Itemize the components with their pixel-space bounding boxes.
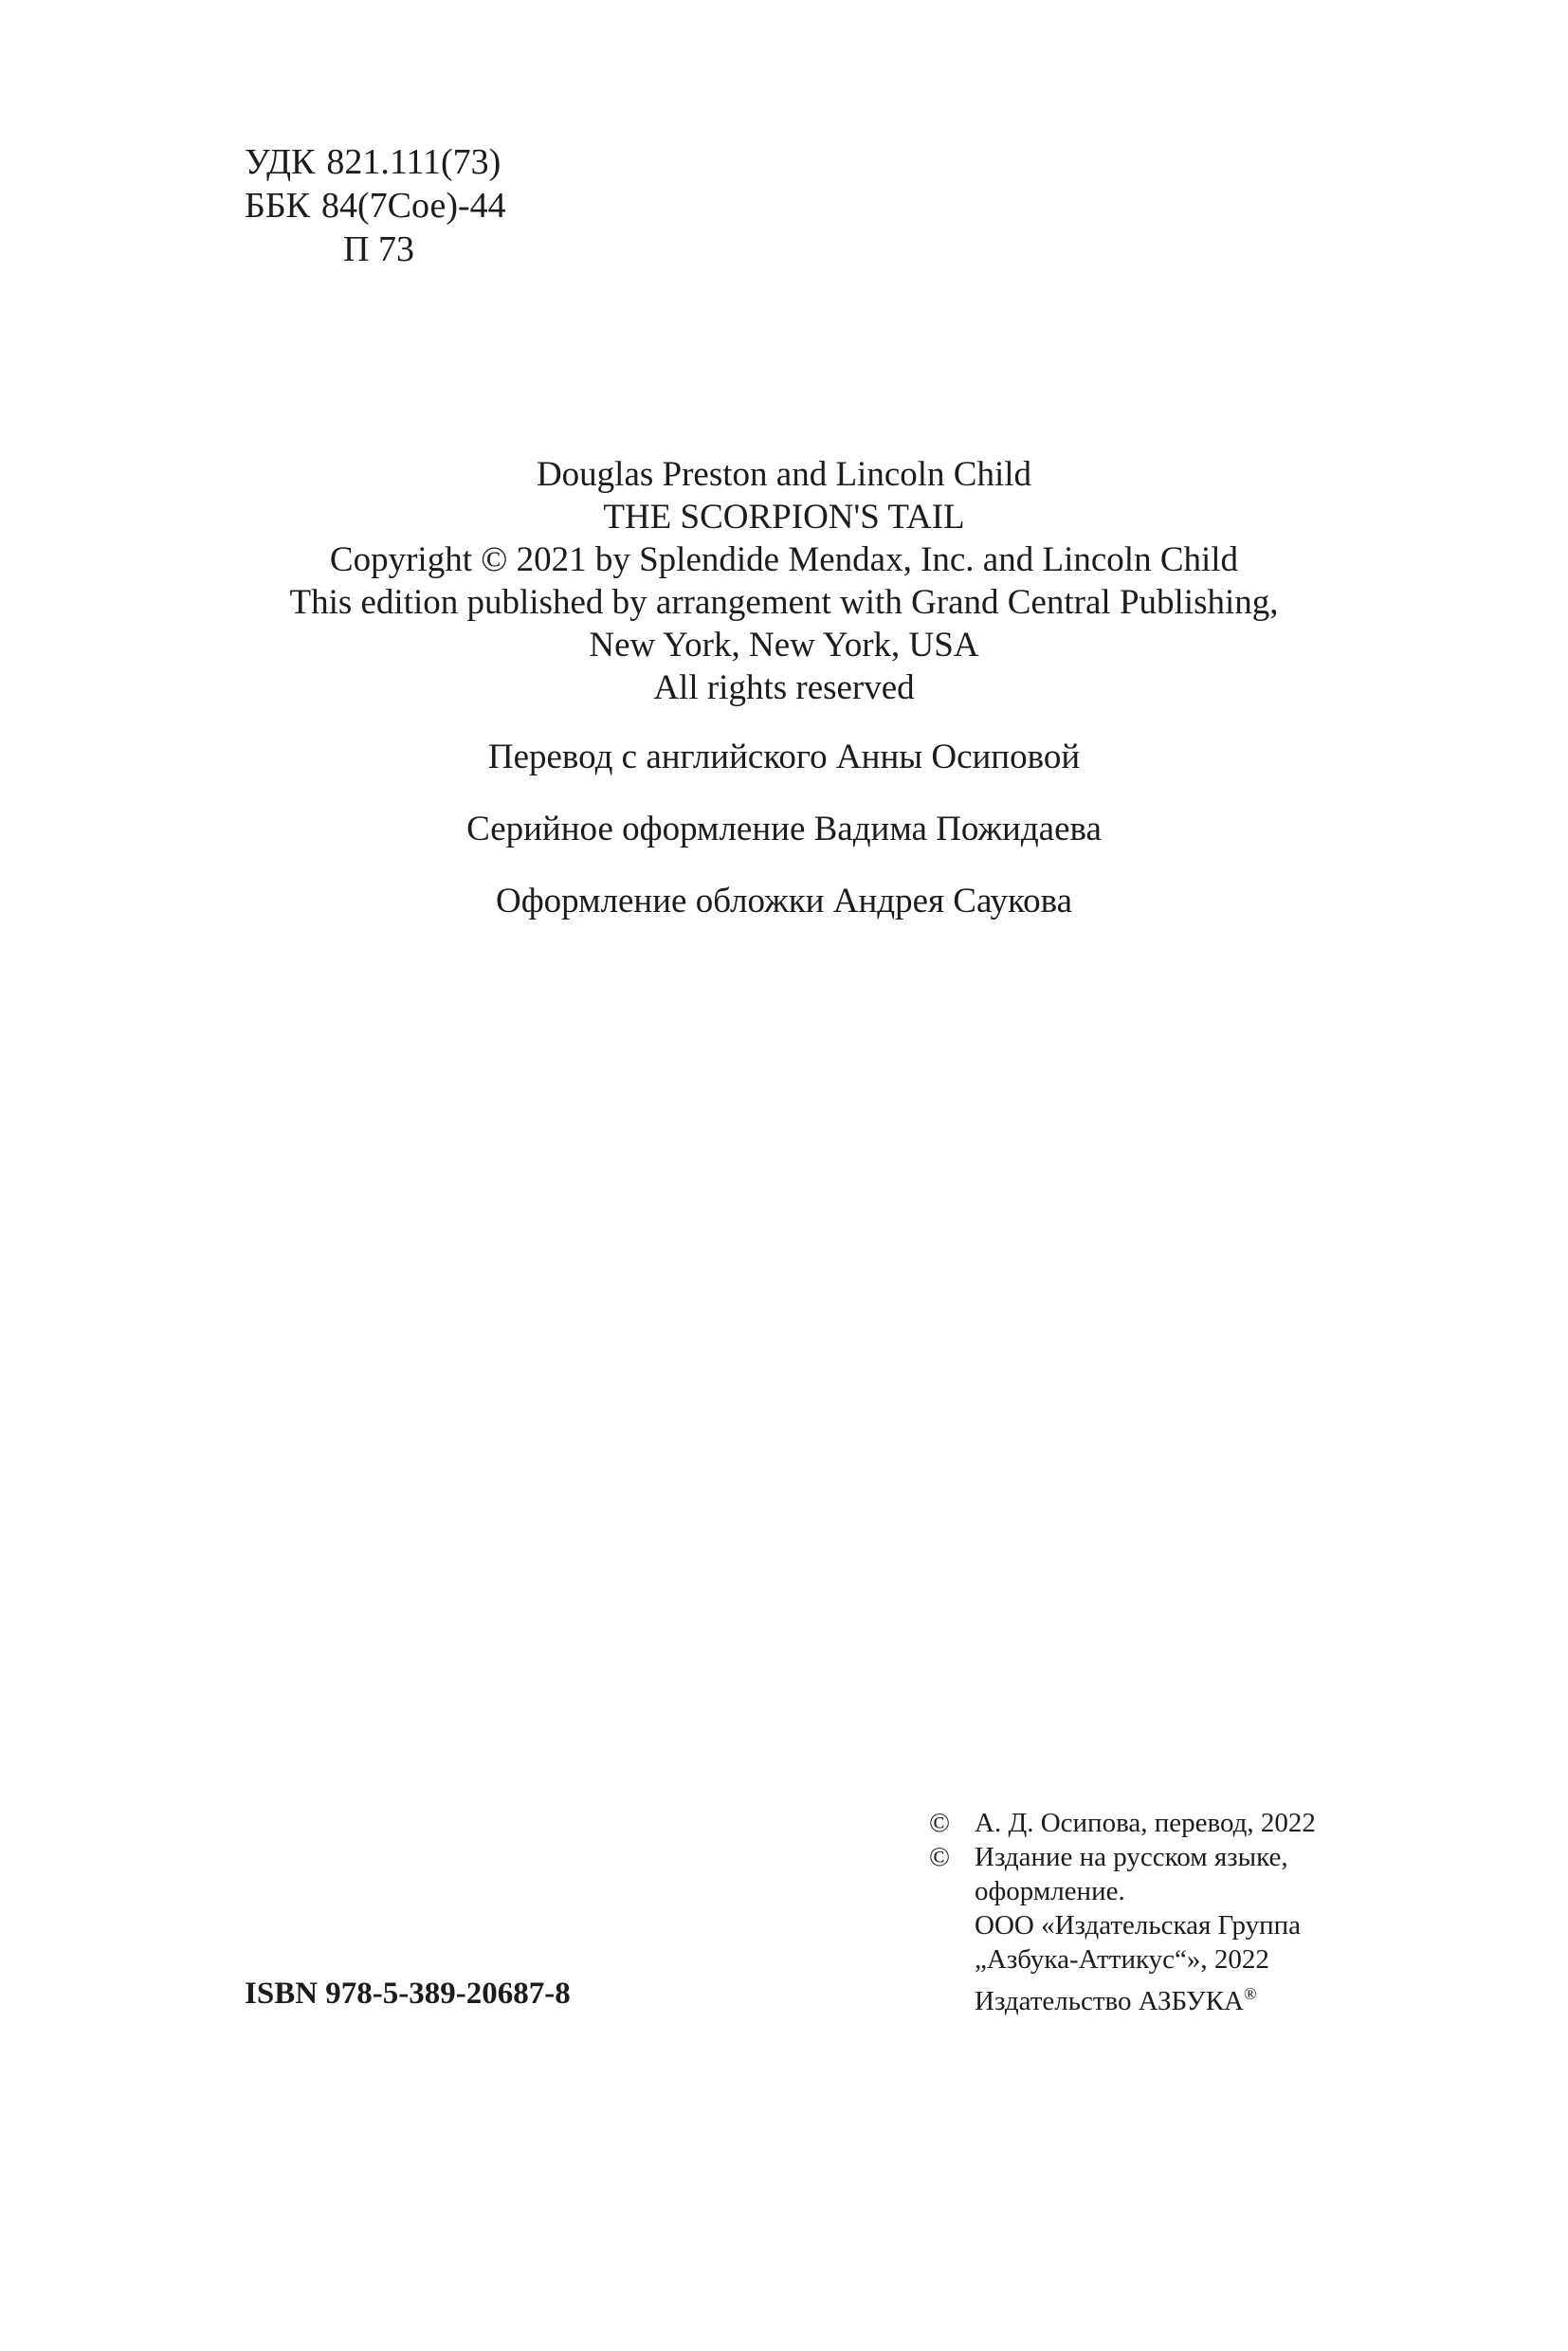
copyright-symbol: © bbox=[929, 1842, 951, 1872]
isbn: ISBN 978-5-389-20687-8 bbox=[245, 1977, 571, 2011]
author-mark: П 73 bbox=[343, 229, 414, 269]
arrangement-line: This edition published by arrangement with Grand Central Publishing, bbox=[289, 583, 1279, 622]
copyright-notices bbox=[929, 1806, 1316, 2018]
publisher-location: New York, New York, USA bbox=[589, 626, 979, 665]
udk-label: УДК bbox=[245, 142, 316, 182]
edition-line-publisher bbox=[975, 1977, 1316, 2018]
edition-line: ООО «Издательская Группа bbox=[975, 1910, 1302, 1941]
bbk-value: 84(7Сое)-44 bbox=[321, 186, 506, 226]
series-design-credit: Серийное оформление Вадима Пожидаева bbox=[466, 810, 1102, 848]
rights-reserved: All rights reserved bbox=[653, 668, 915, 707]
udk-row bbox=[245, 140, 506, 184]
credits-block bbox=[0, 736, 1568, 952]
udk-value: 821.111(73) bbox=[326, 142, 501, 182]
bbk-row bbox=[245, 184, 506, 228]
translation-notice bbox=[929, 1806, 1316, 1840]
edition-line: „Азбука-Аттикус“», 2022 bbox=[975, 1944, 1269, 1975]
translation-credit: Перевод с английского Анны Осиповой bbox=[487, 738, 1081, 776]
edition-line: оформление. bbox=[975, 1876, 1125, 1906]
publisher-name: Издательство АЗБУКА bbox=[975, 1986, 1244, 2016]
registered-mark: ® bbox=[1243, 1984, 1257, 2003]
edition-notice bbox=[929, 1840, 1316, 2018]
edition-line: Издание на русском языке, bbox=[975, 1842, 1288, 1872]
original-authors: Douglas Preston and Lincoln Child bbox=[536, 455, 1032, 494]
cover-design-credit: Оформление обложки Андрея Саукова bbox=[495, 882, 1072, 920]
copyright-symbol: © bbox=[929, 1808, 951, 1838]
classification-codes bbox=[245, 140, 506, 271]
translation-notice-text: А. Д. Осипова, перевод, 2022 bbox=[975, 1808, 1316, 1838]
original-edition-block bbox=[0, 453, 1568, 709]
original-copyright: Copyright © 2021 by Splendide Mendax, Inc. and Lincoln Child bbox=[329, 540, 1239, 579]
bbk-label: ББК bbox=[245, 186, 310, 226]
original-title: THE SCORPION'S TAIL bbox=[603, 498, 965, 537]
